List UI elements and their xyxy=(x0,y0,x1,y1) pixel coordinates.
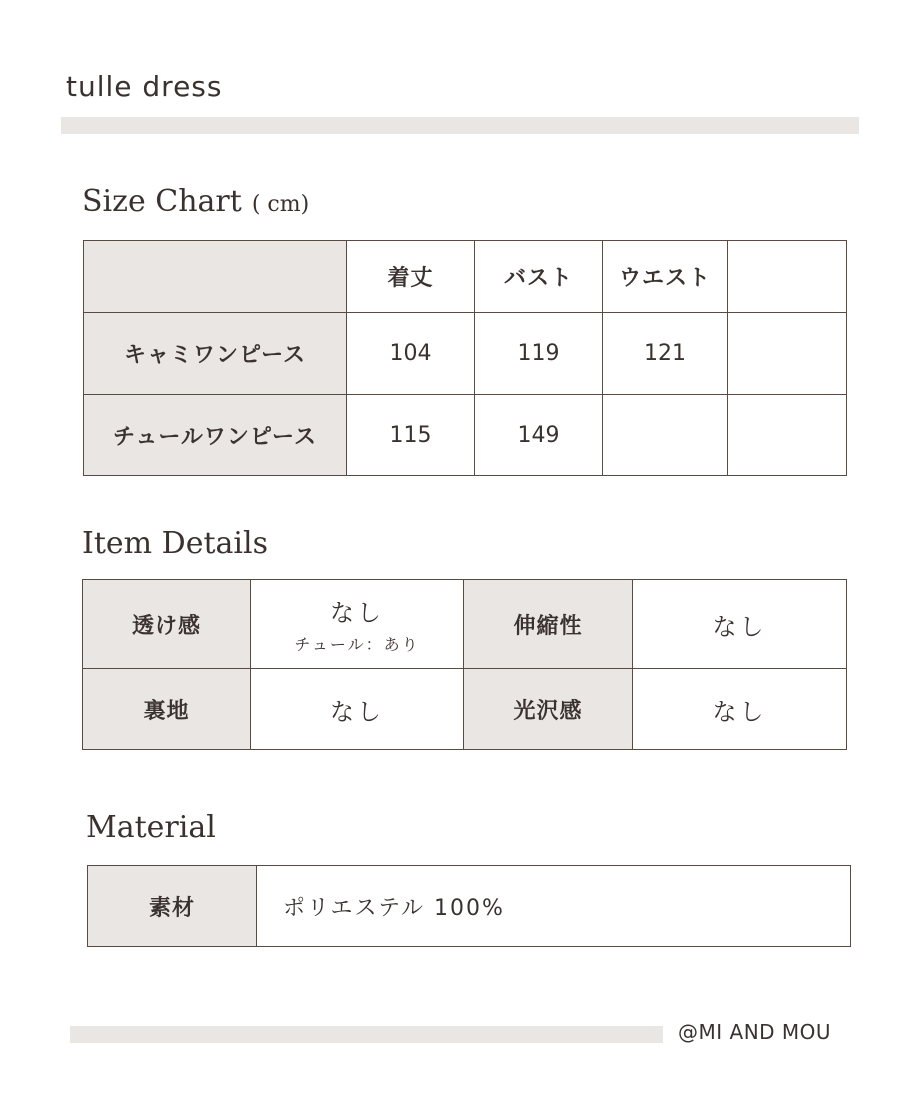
row-label-tulle-dress: チュールワンピース xyxy=(84,395,347,476)
header-divider-bar xyxy=(61,117,859,134)
detail-value-transparency xyxy=(251,580,464,669)
detail-value-lining: なし xyxy=(251,669,464,750)
cell-value: 119 xyxy=(475,313,603,395)
row-label-cami-dress: キャミワンピース xyxy=(84,313,347,395)
size-chart-title: Size Chart xyxy=(82,184,242,219)
material-value: ポリエステル 100% xyxy=(257,866,851,947)
detail-value-note: チュール：あり xyxy=(294,635,420,654)
brand-credit: @MI AND MOU xyxy=(678,1020,832,1044)
table-row xyxy=(84,395,847,476)
page-title: tulle dress xyxy=(66,70,223,103)
cell-value: 115 xyxy=(347,395,475,476)
table-row xyxy=(84,313,847,395)
detail-value-gloss: なし xyxy=(633,669,847,750)
material-title: Material xyxy=(86,810,216,845)
detail-value-text: なし xyxy=(330,599,384,627)
table-row xyxy=(83,669,847,750)
cell-value xyxy=(728,395,847,476)
cell-value: 121 xyxy=(603,313,728,395)
detail-label-gloss: 光沢感 xyxy=(464,669,633,750)
detail-value-stretch: なし xyxy=(633,580,847,669)
detail-label-transparency: 透け感 xyxy=(83,580,251,669)
cell-value: 104 xyxy=(347,313,475,395)
detail-label-lining: 裏地 xyxy=(83,669,251,750)
size-chart-table xyxy=(83,240,847,476)
column-header-waist: ウエスト xyxy=(603,241,728,313)
cell-value: 149 xyxy=(475,395,603,476)
detail-label-stretch: 伸縮性 xyxy=(464,580,633,669)
material-label: 素材 xyxy=(88,866,257,947)
column-header-empty xyxy=(728,241,847,313)
table-row xyxy=(88,866,851,947)
item-details-table xyxy=(82,579,847,750)
size-chart-heading xyxy=(82,184,309,219)
column-header-bust: バスト xyxy=(475,241,603,313)
material-table xyxy=(87,865,851,947)
size-chart-unit: ( cm) xyxy=(251,192,310,217)
item-details-title: Item Details xyxy=(82,526,268,561)
cell-value xyxy=(728,313,847,395)
size-chart-header-row xyxy=(84,241,847,313)
footer-divider-bar xyxy=(70,1026,663,1043)
cell-value xyxy=(603,395,728,476)
size-chart-corner-cell xyxy=(84,241,347,313)
column-header-length: 着丈 xyxy=(347,241,475,313)
table-row xyxy=(83,580,847,669)
